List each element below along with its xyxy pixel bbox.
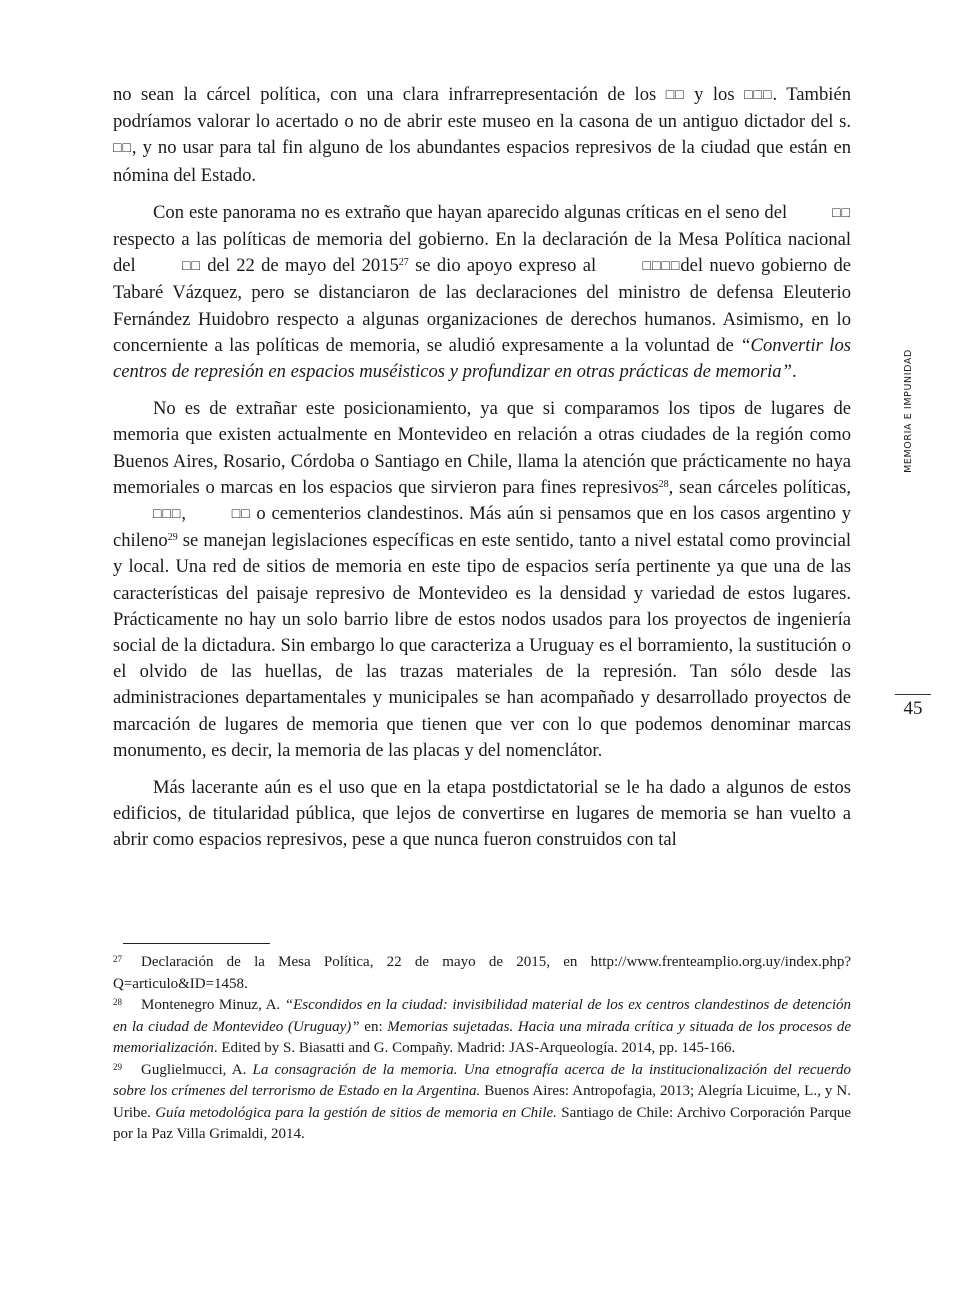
footnote-ref-29: 29	[167, 532, 178, 544]
footnote-ref-28: 28	[658, 478, 669, 490]
footnote-ref-27: 27	[398, 257, 409, 269]
page-number-rule	[895, 694, 931, 695]
running-header	[903, 340, 917, 482]
footnote-mark: 29	[113, 1061, 122, 1072]
placeholder-glyphs: □□	[231, 507, 251, 523]
placeholder-glyphs: □□	[665, 88, 685, 103]
placeholder-glyphs: □□	[113, 141, 132, 157]
paragraph-2: Con este panorama no es extraño que hayan aparecido algunas críticas en el seno del □□ respecto a las políticas de memoria del gobierno. En la declaración de la Mesa Política nacional del □□ del 22 de mayo del 2015$^{27}$ se dio apoyo expreso al □□□□del nuevo gobierno de Tabaré Vázquez, pero se distanciaron de las declaraciones del ministro de defensa Eleuterio Fernández Huidobro respecto a algunas organizaciones de derechos humanos. Asimismo, en lo concerniente a las políticas de memoria, se aludió expresamente a la voluntad de “Convertir los centros de represión en espacios muséisticos y profundizar en otras prácticas de memoria”.	[113, 201, 851, 383]
placeholder-glyphs: □□	[182, 259, 201, 275]
paragraph-4: Más lacerante aún es el uso que en la etapa postdictatorial se le ha dado a algunos de estos edificios, de titularidad pública, que lejos de convertirse en lugares de memoria se han vuelto a abrir como espacios represivos, pese a que nunca fueron construidos con tal	[113, 777, 851, 851]
page-number: 45	[903, 698, 923, 719]
placeholder-glyphs: □□□	[744, 88, 773, 103]
footnote-mark: 27	[113, 954, 122, 964]
paragraph-3: No es de extrañar este posicionamiento, ya que si comparamos los tipos de lugares de memoria que existen actualmente en Montevideo en relación a otras ciudades de la región como Buenos Aires, Rosario, Córdoba o Santiago en Chile, llama la atención que prácticamente no haya memoriales o marcas en los espacios que sirvieron para fines represivos$^{28}$, sean cárceles políticas, □□□, □□ o cementerios clandestinos. Más aún si pensamos que en los casos argentino y chileno$^{29}$ se manejan legislaciones específicas en este sentido, tanto a nivel estatal como provincial y local. Una red de sitios de memoria en este tipo de espacios sería pertinente ya que una de las características del paisaje represivo de Montevideo es la densidad y variedad de estos lugares. Prácticamente no hay un solo barrio libre de estos nodos usados para los proyectos de ingeniería social de la dictadura. Sin embargo lo que caracteriza a Uruguay es el borramiento, la sustitución o el olvido de las huellas, de las trazas materiales de la represión. Tan sólo desde las administraciones departamentales y municipales se han acompañado y desarrollado proyectos de marcación de lugares de memoria que tienen que ver con lo que podemos denominar marcas monumento, es decir, la memoria de las placas y del nomenclátor.	[113, 398, 851, 761]
footnote-separator	[123, 943, 270, 944]
placeholder-glyphs: □□□□	[642, 259, 681, 275]
footnote-28: 28 Montenegro Minuz, A. “Escondidos en la ciudad: invisibilidad material de los ex centros clandestinos de detención en la ciudad de Montevideo (Uruguay)” en: Memorias sujetadas. Hacia una mirada crítica y situada de los procesos de memorialización. Edited by S. Biasatti and G. Compañy. Madrid: JAS-Arqueología. 2014, pp. 145-166.	[113, 995, 851, 1060]
footnote-mark: 28	[113, 997, 122, 1007]
footnotes	[113, 952, 851, 1146]
running-header-text: MEMORIA E IMPUNIDAD	[903, 349, 914, 473]
quote: “Convertir los centros de represión en espacios muséisticos y profundizar en otras prácticas de memoria”	[113, 334, 851, 383]
placeholder-glyphs: □□□	[153, 507, 182, 523]
placeholder-glyphs: □□	[832, 205, 851, 221]
footnote-29: 29 Guglielmucci, A. La consagración de la memoria. Una etnografía acerca de la institucionalización del recuerdo sobre los crímenes del terrorismo de Estado en la Argentina. Buenos Aires: Antropofagia, 2013; Alegría Licuime, L., y N. Uribe. Guía metodológica para la gestión de sitios de memoria en Chile. Santiago de Chile: Archivo Corporación Parque por la Paz Villa Grimaldi, 2014.	[113, 1060, 851, 1146]
paragraph-1: no sean la cárcel política, con una clara infrarrepresentación de los □□ y los □□□. También podríamos valorar lo acertado o no de abrir este museo en la casona de un antiguo dictador del s. □□, y no usar para tal fin alguno de los abundantes espacios represivos de la ciudad que están en nómina del Estado.	[113, 84, 852, 186]
body-text	[113, 82, 851, 865]
footnote-27: 27 Declaración de la Mesa Política, 22 de mayo de 2015, en http://www.frenteamplio.org.uy/index.php?Q=articulo&ID=1458.	[113, 952, 851, 995]
